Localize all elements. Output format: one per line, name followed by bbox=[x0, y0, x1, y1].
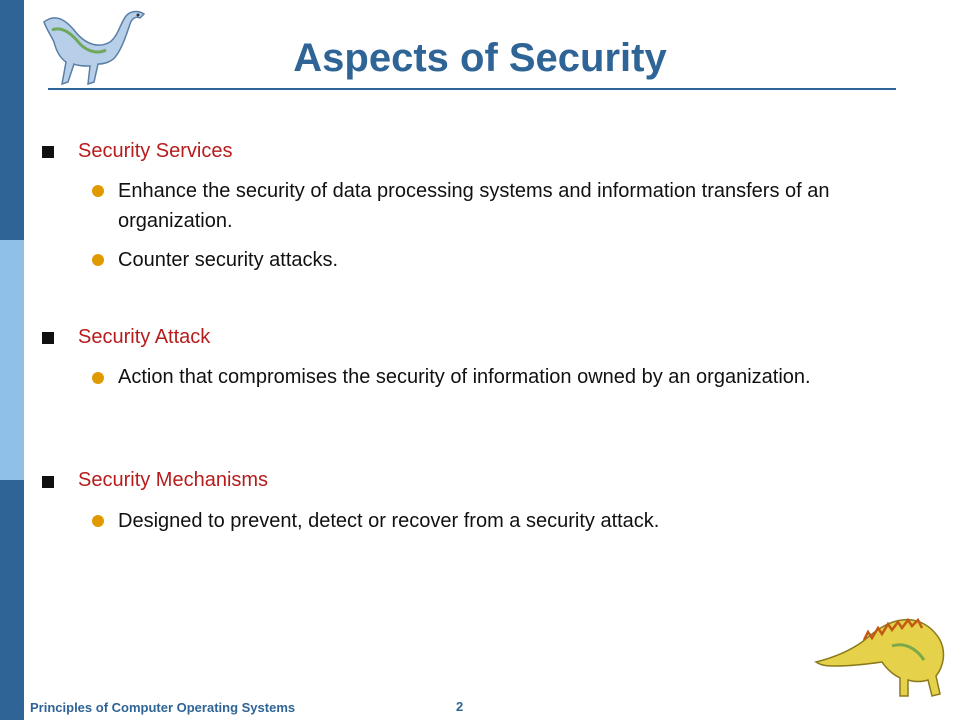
title-underline bbox=[48, 88, 896, 90]
bullet-point: Enhance the security of data processing systems and information transfers of an organization. bbox=[118, 180, 830, 232]
section-heading-security-mechanisms: Security Mechanisms bbox=[78, 469, 269, 491]
bullet-point: Counter security attacks. bbox=[118, 249, 339, 271]
section-heading-security-attack: Security Attack bbox=[78, 326, 211, 348]
round-bullet-icon bbox=[92, 515, 104, 527]
round-bullet-icon bbox=[92, 185, 104, 197]
section-heading-security-services: Security Services bbox=[78, 140, 233, 162]
square-bullet-icon bbox=[42, 146, 54, 158]
footer-page-number: 2 bbox=[456, 699, 464, 714]
square-bullet-icon bbox=[42, 476, 54, 488]
footer-course-name: Principles of Computer Operating Systems bbox=[30, 700, 296, 715]
bullet-point: Designed to prevent, detect or recover from a security attack. bbox=[118, 510, 660, 532]
square-bullet-icon bbox=[42, 332, 54, 344]
round-bullet-icon bbox=[92, 254, 104, 266]
left-sidebar-accent bbox=[0, 240, 24, 480]
slide-title: Aspects of Security bbox=[293, 36, 667, 80]
bullet-point: Action that compromises the security of information owned by an organization. bbox=[118, 366, 811, 388]
dinosaur-bottom-icon bbox=[812, 606, 952, 698]
round-bullet-icon bbox=[92, 372, 104, 384]
